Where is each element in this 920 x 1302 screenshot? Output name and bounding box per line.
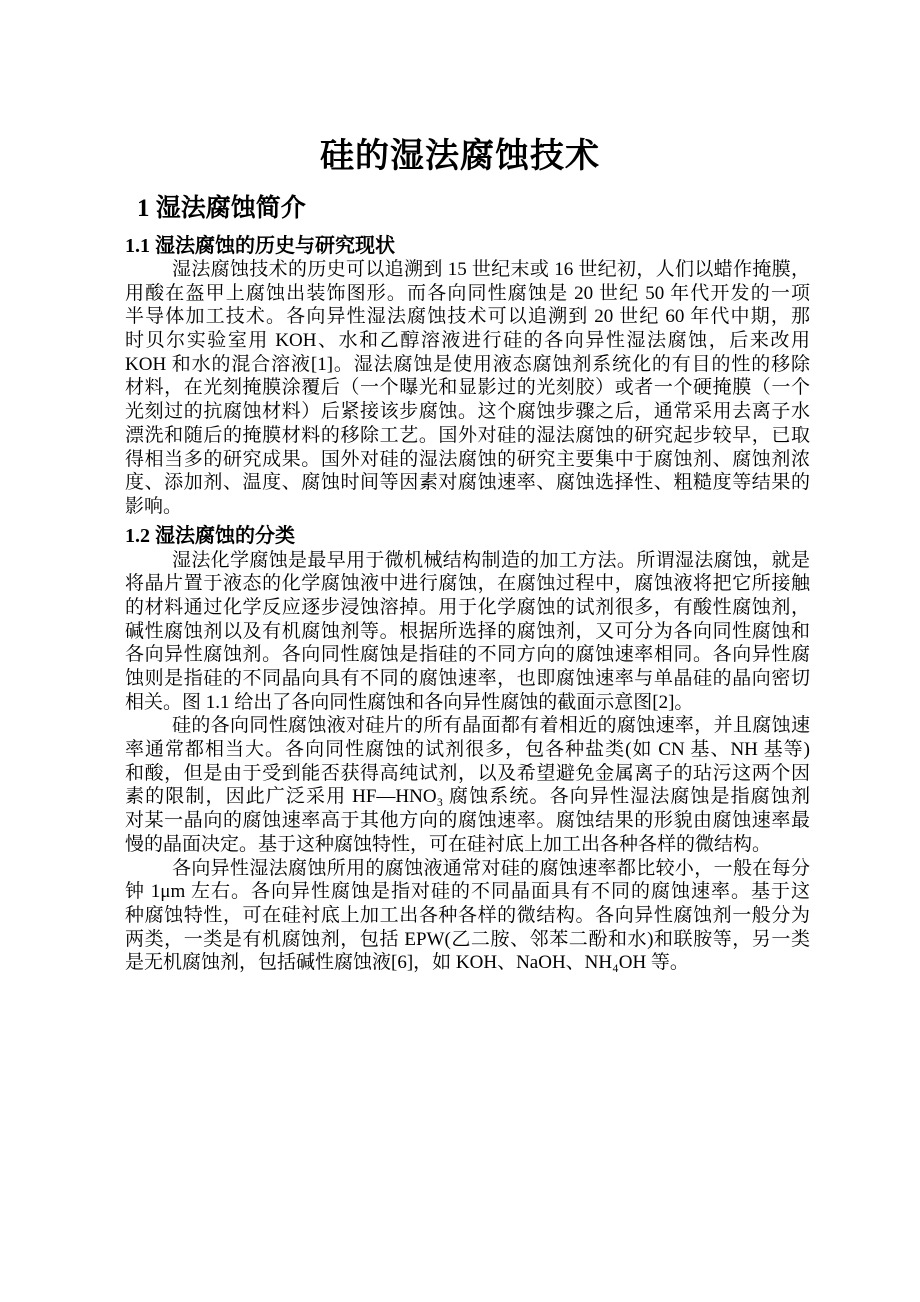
paragraph-1 (125, 258, 810, 519)
text-line: 时贝尔实验室用 KOH、水和乙醇溶液进行硅的各向异性湿法腐蚀，后来改用 (125, 330, 810, 352)
text-line: 种腐蚀特性，可在硅衬底上加工出各种各样的微结构。各向异性腐蚀剂一般分为 (125, 904, 810, 926)
text-line: 和酸，但是由于受到能否获得高纯试剂，以及希望避免金属离子的玷污这两个因 (125, 762, 810, 784)
text-line: 将晶片置于液态的化学腐蚀液中进行腐蚀，在腐蚀过程中，腐蚀液将把它所接触 (125, 573, 810, 595)
text-line: 湿法化学腐蚀是最早用于微机械结构制造的加工方法。所谓湿法腐蚀，就是 (172, 549, 810, 571)
text-line: 碱性腐蚀剂以及有机腐蚀剂等。根据所选择的腐蚀剂，又可分为各向同性腐蚀和 (125, 620, 810, 642)
subsection-heading-1-2: 1.2 湿法腐蚀的分类 (125, 524, 295, 547)
text-line: 慢的晶面决定。基于这种腐蚀特性，可在硅衬底上加工出各种各样的微结构。 (125, 833, 772, 855)
text-line: 是无机腐蚀剂，包括碱性腐蚀液[6]，如 KOH、NaOH、NH₄OH 等。 (125, 952, 689, 974)
text-line: 对某一晶向的腐蚀速率高于其他方向的腐蚀速率。腐蚀结果的形貌由腐蚀速率最 (125, 810, 810, 832)
document-body (125, 194, 810, 975)
text-line: KOH 和水的混合溶液[1]。湿法腐蚀是使用液态腐蚀剂系统化的有目的性的移除 (125, 353, 810, 375)
text-line: 两类，一类是有机腐蚀剂，包括 EPW(乙二胺、邻苯二酚和水)和联胺等，另一类 (125, 928, 810, 950)
text-line: 光刻过的抗腐蚀材料）后紧接该步腐蚀。这个腐蚀步骤之后，通常采用去离子水 (125, 401, 810, 423)
document-title: 硅的湿法腐蚀技术 (320, 138, 600, 175)
text-line: 率通常都相当大。各向同性腐蚀的试剂很多，包各种盐类(如 CN 基、NH 基等) (125, 739, 810, 761)
text-line: 相关。图 1.1 给出了各向同性腐蚀和各向异性腐蚀的截面示意图[2]。 (125, 691, 694, 713)
text-line: 的材料通过化学反应逐步浸蚀溶掉。用于化学腐蚀的试剂很多，有酸性腐蚀剂， (125, 596, 810, 618)
text-line: 钟 1μm 左右。各向异性腐蚀是指对硅的不同晶面具有不同的腐蚀速率。基于这 (125, 881, 810, 903)
text-line: 漂洗和随后的掩膜材料的移除工艺。国外对硅的湿法腐蚀的研究起步较早，已取 (125, 424, 810, 446)
text-line: 硅的各向同性腐蚀液对硅片的所有晶面都有着相近的腐蚀速率，并且腐蚀速 (172, 715, 810, 737)
text-line: 度、添加剂、温度、腐蚀时间等因素对腐蚀速率、腐蚀选择性、粗糙度等结果的 (125, 472, 810, 494)
paragraph-2 (125, 549, 810, 715)
section-heading-1: 1 湿法腐蚀简介 (137, 195, 306, 222)
text-line: 得相当多的研究成果。国外对硅的湿法腐蚀的研究主要集中于腐蚀剂、腐蚀剂浓 (125, 448, 810, 470)
text-line: 各向异性腐蚀剂。各向同性腐蚀是指硅的不同方向的腐蚀速率相同。各向异性腐 (125, 644, 810, 666)
text-line: 用酸在盔甲上腐蚀出装饰图形。而各向同性腐蚀是 20 世纪 50 年代开发的一项 (125, 282, 810, 304)
text-line: 半导体加工技术。各向异性湿法腐蚀技术可以追溯到 20 世纪 60 年代中期，那 (125, 306, 810, 328)
text-line: 素的限制，因此广泛采用 HF—HNO₃ 腐蚀系统。各向异性湿法腐蚀是指腐蚀剂 (125, 786, 810, 808)
text-line: 湿法腐蚀技术的历史可以追溯到 15 世纪末或 16 世纪初，人们以蜡作掩膜， (172, 259, 810, 280)
paragraph-4 (125, 857, 810, 975)
paragraph-3 (125, 714, 810, 856)
text-line: 蚀则是指硅的不同晶向具有不同的腐蚀速率，也即腐蚀速率与单晶硅的晶向密切 (125, 668, 810, 689)
text-line: 影响。 (125, 495, 183, 517)
text-line: 材料，在光刻掩膜涂覆后（一个曝光和显影过的光刻胶）或者一个硬掩膜（一个 (125, 377, 810, 399)
subsection-heading-1-1: 1.1 湿法腐蚀的历史与研究现状 (125, 235, 395, 257)
text-line: 各向异性湿法腐蚀所用的腐蚀液通常对硅的腐蚀速率都比较小，一般在每分 (172, 857, 810, 879)
